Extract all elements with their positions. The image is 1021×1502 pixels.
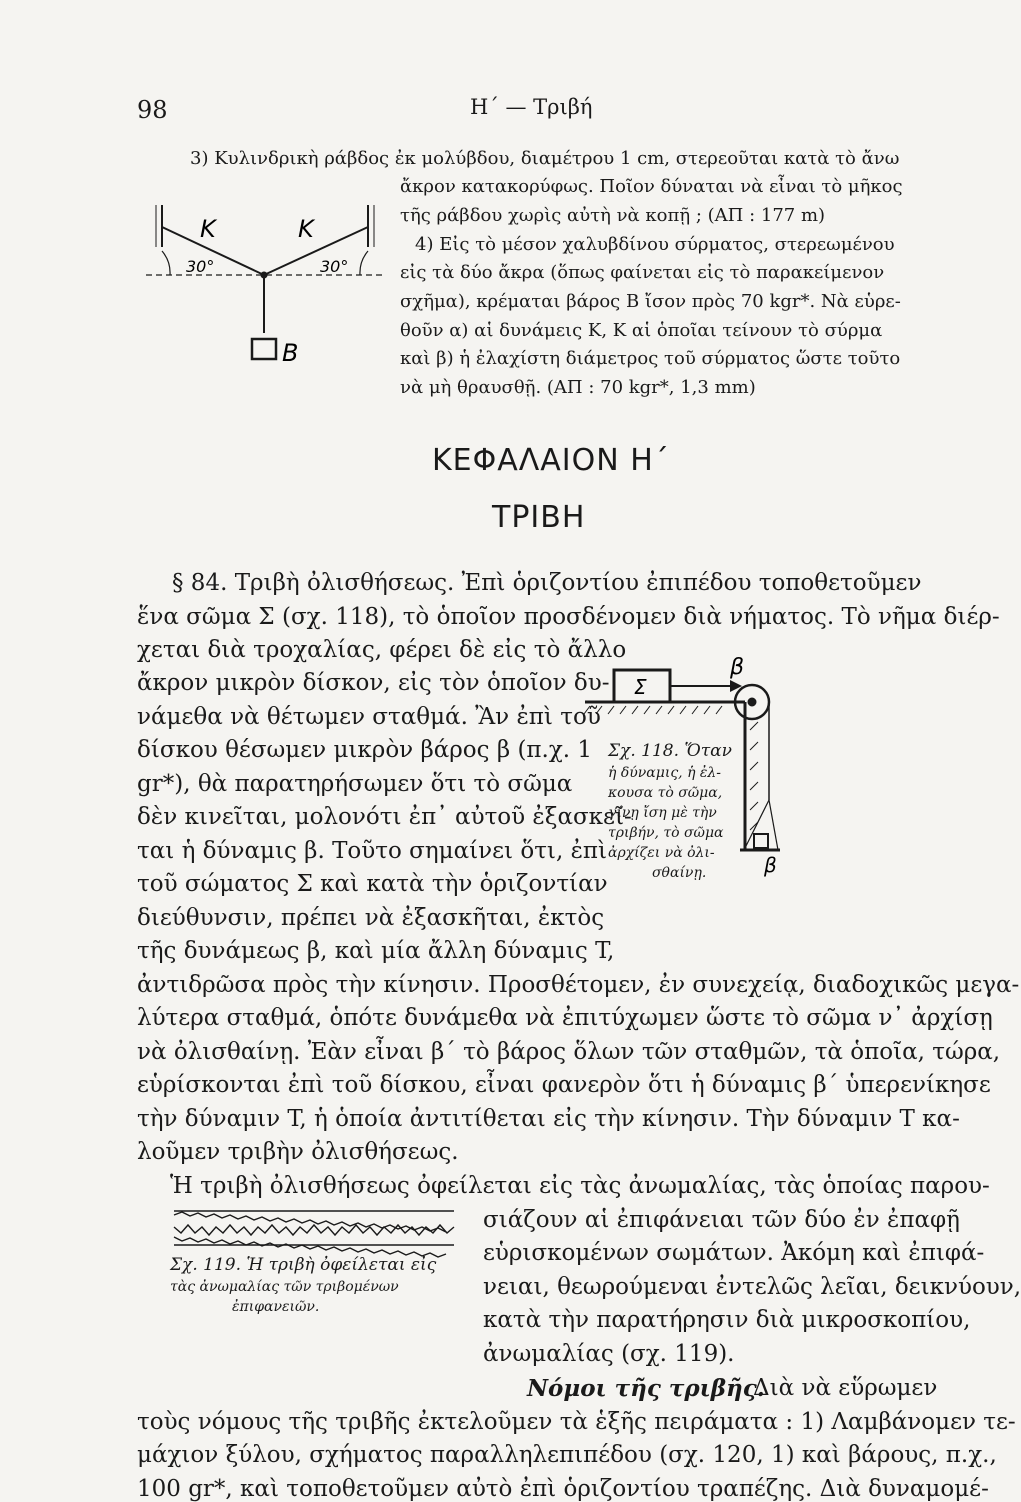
section-84-line: ἕνα σῶμα Σ (σχ. 118), τὸ ὁποῖον προσδένομεν διὰ νήματος. Τὸ νῆμα διέρ- [137, 604, 1000, 630]
figure-118-caption: κουσα τὸ σῶμα, [608, 785, 723, 801]
angle-right-label: 30° [320, 257, 349, 276]
figure-118-caption: τριβήν, τὸ σῶμα [608, 825, 724, 841]
section-84-line: δὲν κινεῖται, μολονότι ἐπ᾿ αὐτοῦ ἐξασκεῖ- [137, 804, 632, 830]
problem-3-answer: τῆς ράβδου χωρὶς αὐτὴ νὰ κοπῇ ; (ΑΠ : 177 m) [400, 205, 826, 226]
section-84-line: εὑρίσκονται ἐπὶ τοῦ δίσκου, εἶναι φανερὸν ὅτι ἡ δύναμις β΄ ὑπερενίκησε [137, 1072, 991, 1098]
laws-line: μάχιον ξύλου, σχήματος παραλληλεπιπέδου (σχ. 120, 1) καὶ βάρους, π.χ., [137, 1442, 997, 1468]
paragraph-2-line: σιάζουν αἱ ἐπιφάνειαι τῶν δύο ἐν ἐπαφῇ [483, 1207, 960, 1233]
chapter-title: ΤΡΙΒΗ [492, 500, 586, 535]
running-title: Η΄ — Τριβή [470, 95, 593, 119]
section-84-line: λοῦμεν τριβὴν ὀλισθήσεως. [137, 1139, 459, 1165]
figure-119-rough-surfaces [170, 1205, 458, 1251]
figure-118-caption: σθαίνῃ. [652, 865, 707, 881]
section-84-line: ἄκρον μικρὸν δίσκον, εἰς τὸν ὁποῖον δυ- [137, 670, 610, 696]
force-k-right-label: K [298, 215, 314, 243]
angle-left-label: 30° [186, 257, 215, 276]
paragraph-2-line: εὑρισκομένων σωμάτων. Ἀκόμη καὶ ἐπιφά- [483, 1240, 985, 1266]
problem-4-line: θοῦν α) αἱ δυνάμεις Κ, Κ αἱ ὁποῖαι τείνουν τὸ σύρμα [400, 320, 883, 341]
section-84-line: χεται διὰ τροχαλίας, φέρει δὲ εἰς τὸ ἄλλο [137, 637, 627, 663]
force-k-left-label: K [200, 215, 216, 243]
weight-b-label: B [282, 339, 299, 367]
page-number: 98 [137, 96, 168, 124]
section-84-line: δίσκου θέσωμεν μικρὸν βάρος β (π.χ. 1 [137, 737, 593, 763]
problem-4-line: εἰς τὰ δύο ἄκρα (ὅπως φαίνεται εἰς τὸ παρακείμενον [400, 262, 885, 283]
figure-119-caption: Σχ. 119. Ἡ τριβὴ ὀφείλεται εἰς [170, 1255, 437, 1275]
problem-3-line: 3) Κυλινδρικὴ ράβδος ἐκ μολύβδου, διαμέτρου 1 cm, στερεοῦται κατὰ τὸ ἄνω [190, 148, 900, 169]
weight-beta-label: β [764, 853, 777, 877]
section-84-line: τὴν δύναμιν T, ἡ ὁποία ἀντιτίθεται εἰς τὴν κίνησιν. Τὴν δύναμιν T κα- [137, 1106, 960, 1132]
wire-weight-figure [140, 195, 390, 375]
section-84-line: gr*), θὰ παρατηρήσωμεν ὅτι τὸ σῶμα [137, 771, 573, 797]
laws-line: τοὺς νόμους τῆς τριβῆς ἐκτελοῦμεν τὰ ἑξῆς πειράματα : 1) Λαμβάνομεν τε- [137, 1409, 1016, 1435]
paragraph-2-line: ἀνωμαλίας (σχ. 119). [483, 1341, 735, 1367]
body-sigma-label: Σ [634, 675, 647, 699]
laws-line: 100 gr*, καὶ τοποθετοῦμεν αὐτὸ ἐπὶ ὁριζοντίου τραπέζης. Διὰ δυναμομέ- [137, 1476, 989, 1502]
section-84-line: νὰ ὀλισθαίνῃ. Ἐὰν εἶναι β΄ τὸ βάρος ὅλων τῶν σταθμῶν, τὰ ὁποῖα, τώρα, [137, 1039, 1001, 1065]
section-84-line: λύτερα σταθμά, ὁπότε δυνάμεθα νὰ ἐπιτύχωμεν ὥστε τὸ σῶμα ν᾿ ἀρχίσῃ [137, 1005, 993, 1031]
problem-4-answer: νὰ μὴ θραυσθῇ. (ΑΠ : 70 kgr*, 1,3 mm) [400, 377, 756, 398]
section-84-line: ἀντιδρῶσα πρὸς τὴν κίνησιν. Προσθέτομεν, ἐν συνεχείᾳ, διαδοχικῶς μεγα- [137, 972, 1020, 998]
paragraph-2-line: Ἡ τριβὴ ὀλισθήσεως ὀφείλεται εἰς τὰς ἀνωμαλίας, τὰς ὁποίας παρου- [170, 1173, 990, 1199]
chapter-number: ΚΕΦΑΛΑΙΟΝ Η΄ [432, 443, 670, 478]
problem-4-line: 4) Εἰς τὸ μέσον χαλυβδίνου σύρματος, στερεωμένου [415, 234, 895, 255]
problem-4-line: καὶ β) ἡ ἐλαχίστη διάμετρος τοῦ σύρματος ὥστε τοῦτο [400, 348, 901, 369]
section-84-line: τοῦ σώματος Σ καὶ κατὰ τὴν ὁριζοντίαν [137, 871, 608, 897]
figure-119-caption: τὰς ἀνωμαλίας τῶν τριβομένων [170, 1279, 399, 1295]
figure-119-caption: ἐπιφανειῶν. [232, 1299, 320, 1315]
figure-118-caption: ἡ δύναμις, ἡ ἐλ- [608, 765, 722, 781]
section-84-line: ται ἡ δύναμις β. Τοῦτο σημαίνει ὅτι, ἐπὶ [137, 838, 608, 864]
laws-heading: Νόμοι τῆς τριβῆς. [527, 1375, 765, 1402]
section-84-line: διεύθυνσιν, πρέπει νὰ ἐξασκῆται, ἐκτὸς [137, 905, 605, 931]
section-84-line: νάμεθα νὰ θέτωμεν σταθμά. Ἂν ἐπὶ τοῦ [137, 704, 601, 730]
laws-line: Διὰ νὰ εὕρωμεν [753, 1375, 938, 1401]
figure-118-caption: γίνῃ ἴση μὲ τὴν [608, 805, 717, 821]
figure-118-caption: Σχ. 118. Ὅταν [608, 741, 732, 761]
figure-118-caption: ἀρχίζει νὰ ὀλι- [608, 845, 715, 861]
force-beta-label: β [730, 655, 745, 680]
paragraph-2-line: κατὰ τὴν παρατήρησιν διὰ μικροσκοπίου, [483, 1307, 971, 1333]
section-84-line: § 84. Τριβὴ ὀλισθήσεως. Ἐπὶ ὁριζοντίου ἐπιπέδου τοποθετοῦμεν [172, 570, 922, 596]
problem-4-line: σχῆμα), κρέμαται βάρος Β ἴσον πρὸς 70 kgr*. Νὰ εὑρε- [400, 291, 901, 312]
problem-3-line: ἄκρον κατακορύφως. Ποῖον δύναται νὰ εἶναι τὸ μῆκος [400, 176, 903, 197]
weight-box [252, 339, 276, 359]
paragraph-2-line: νειαι, θεωρούμεναι ἐντελῶς λεῖαι, δεικνύουν, [483, 1274, 1021, 1300]
section-84-line: τῆς δυνάμεως β, καὶ μία ἄλλη δύναμις T, [137, 938, 615, 964]
pan-weight [754, 834, 768, 848]
